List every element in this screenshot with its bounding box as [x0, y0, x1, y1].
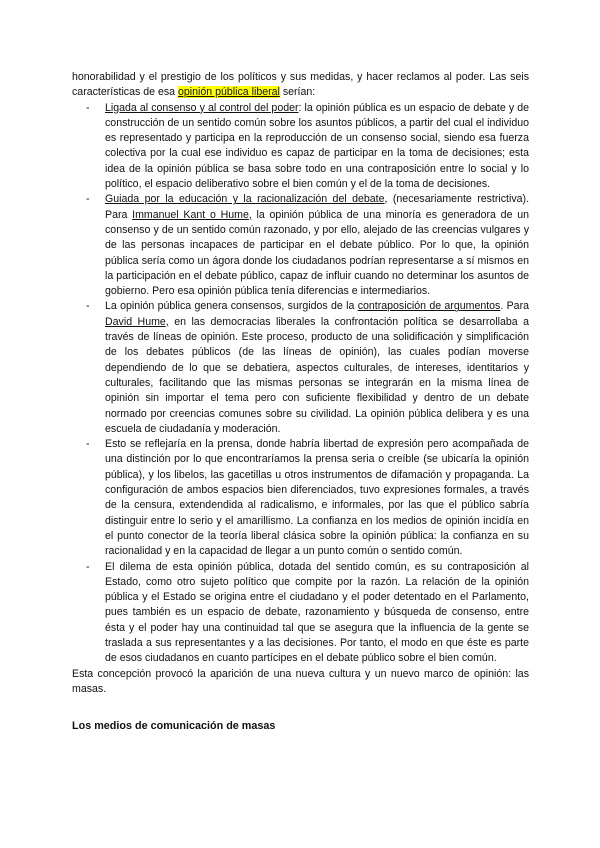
list-item: - Guiada por la educación y la racionalización del debate, (necesariamente restrictiva). Para Immanuel Kant o Hume, la opinión pública de una minoría es generadora de un consenso y de un sentido común razonado, y por ello, alejado de las creencias vulgares y de las personas incapaces de participar en el debate público. Por lo que, la opinión pública sería como un ágora donde los ciudadanos podrían representarse a sí mismos en la participación en el debate público, capaz de influir cuando no determinar los asuntos de gobierno. Pero esa opinión pública tenía diferencias e intermediarios. [105, 192, 529, 299]
characteristics-list [72, 101, 529, 667]
highlighted-term[interactable]: opinión pública liberal [177, 86, 280, 99]
section-heading: Los medios de comunicación de masas [72, 720, 276, 733]
list-item: - El dilema de esta opinión pública, dotada del sentido común, es su contraposición al Estado, como otro sujeto político que compite por la razón. La relación de la opinión pública y el Estado se origina entre el ciudadano y el poder detentado en el Parlamento, pues también es un espacio de debate, razonamiento y búsqueda de consenso, entre ésta y el poder hay una continuidad tal que se asegura que la influencia de la gente se traslada a sus representantes y a las decisiones. Por tanto, el modo en que éste es parte de esos ciudadanos en cuanto partícipes en el debate público sobre el bien común. [105, 560, 529, 667]
intro-text: honorabilidad y el prestigio de los políticos y sus medidas, y hacer reclamos al poder. Las seis características de esa [72, 71, 529, 99]
underlined-phrase[interactable]: contraposición de argumentos [357, 300, 501, 313]
closing-paragraph: Esta concepción provocó la aparición de una nueva cultura y un nuevo marco de opinión: las masas. [72, 667, 529, 695]
intro-text-end: serían: [279, 86, 316, 99]
underlined-phrase[interactable]: David Hume, [105, 315, 169, 328]
list-item: - Esto se reflejaría en la prensa, donde habría libertad de expresión pero acompañada de una distinción por lo que encontraríamos la prensa seria o creíble (se ubicaría la opinión pública), y los libelos, las gacetillas u otros instrumentos de difamación y propaganda. La configuración de ambos espacios bien diferenciados, tuvo expresiones formales, a través de la censura, extendendida al radicalismo, e informales, por las que el público sabría distinguir entre lo serio y el amarillismo. La confianza en los medios de opinión incidía en el punto conector de la teoría liberal clásica sobre la opinión pública: la confianza en su racionalidad y en la capacidad de llegar a un punto común o sentido común. [105, 437, 529, 559]
document-page [72, 70, 529, 734]
underlined-phrase[interactable]: Ligada al consenso y al control del poder [105, 101, 299, 114]
list-item: - La opinión pública genera consensos, surgidos de la contraposición de argumentos. Para David Hume, en las democracias liberales la confrontación política se desarrollaba a través de líneas de opinión. Este proceso, producto de una solidificación y simplificación de los debates públicos (de las líneas de opinión), las cuales podían moverse dependiendo de lo que se debatiera, aspectos culturales, de intereses, identitarios y culturales, facilitando que las mismas personas se integrarán en la misma línea de opinión sin importar el tema pero con suficiente flexibilidad y dentro de un debate normado por creencias comunes sobre su civilidad. La opinión pública delibera y es una escuela de ciudadanía y moderación. [105, 299, 529, 437]
list-item: - Ligada al consenso y al control del poder: la opinión pública es un espacio de debate y de construcción de un sentido común sobre los asuntos públicos, a partir del cual el individuo es representado y participa en la reproducción de un consenso social, siendo esa fuerza colectiva por la cual ese individuo es capaz de participar en la toma de decisiones; esta idea de la opinión pública se basa sobre todo en una contraposición entre lo social y lo político, el espacio deliberativo sobre el bien común y el de la toma de decisiones. [105, 101, 529, 193]
underlined-phrase[interactable]: Guiada por la educación y la racionalización del debate [105, 193, 385, 206]
spacer [72, 697, 529, 719]
intro-paragraph [72, 70, 529, 101]
underlined-phrase[interactable]: Immanuel Kant o Hume, [132, 208, 252, 221]
